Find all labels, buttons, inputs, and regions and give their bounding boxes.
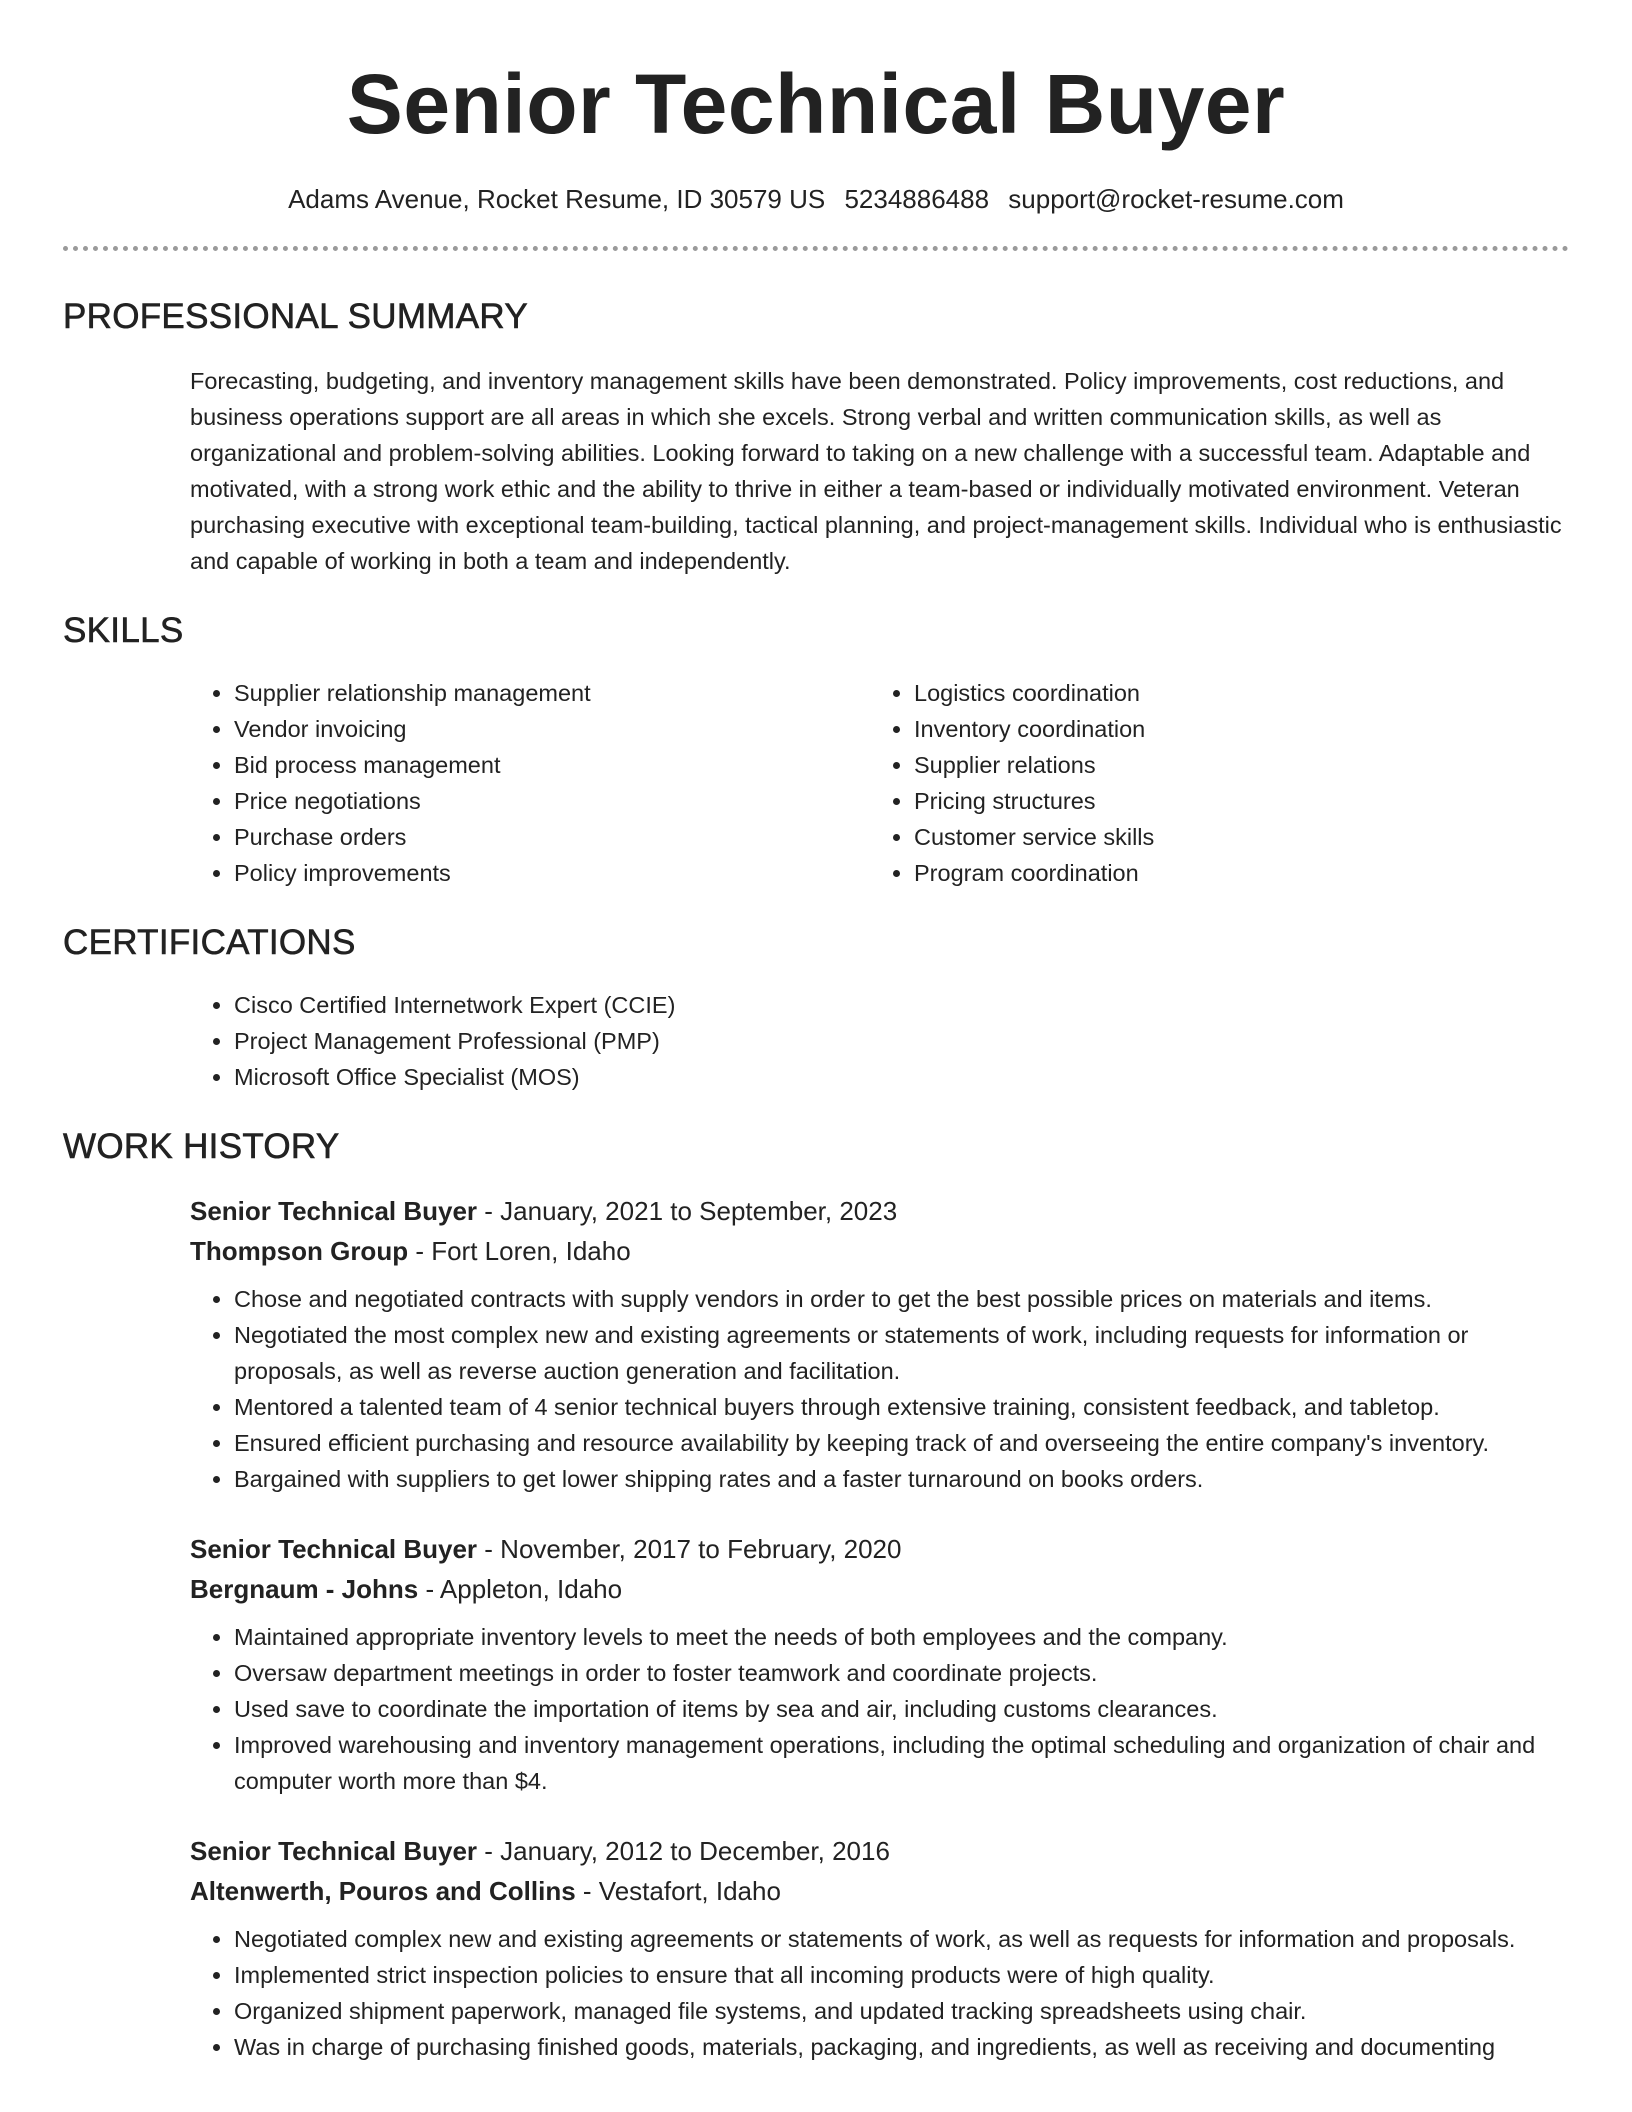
summary-text: Forecasting, budgeting, and inventory management skills have been demonstrated. Policy improvements, cost reductions, and business operations support are all areas in which she excels. Strong verbal and written communication skills, as well as organizational and problem-solving abilities. Looking forward to taking on a new challenge with a successful team. Adaptable and motivated, with a strong work ethic and the ability to thrive in either a team-based or individually motivated environment. Veteran purchasing executive with exceptional team-building, tactical planning, and project-management skills. Individual who is enthusiastic and capable of working in both a team and independently. (190, 368, 1562, 574)
resume-header (0, 0, 1632, 251)
job-entry (190, 1529, 1569, 1799)
job-dates: - January, 2012 to December, 2016 (477, 1836, 890, 1866)
job-dates: - November, 2017 to February, 2020 (477, 1534, 902, 1564)
work-history-section (63, 1125, 1569, 2065)
job-company-line (190, 1231, 1569, 1271)
summary-body (190, 363, 1569, 579)
skill-item: • Pricing structures (914, 783, 1550, 819)
job-company: Bergnaum - Johns (190, 1574, 419, 1604)
section-title-summary: PROFESSIONAL SUMMARY (63, 297, 528, 336)
skill-item: • Logistics coordination (914, 675, 1550, 711)
job-bullet: • Implemented strict inspection policies to ensure that all incoming products were of high quality. (234, 1957, 1569, 1993)
section-title-skills: SKILLS (63, 611, 184, 650)
skill-item: • Bid process management (234, 747, 870, 783)
job-bullet: • Maintained appropriate inventory levels to meet the needs of both employees and the company. (234, 1619, 1569, 1655)
job-role: Senior Technical Buyer (190, 1196, 478, 1226)
contact-phone: 5234886488 (844, 184, 990, 214)
job-role-line (190, 1191, 1569, 1231)
job-location: - Vestafort, Idaho (575, 1876, 781, 1906)
header-divider (63, 246, 1569, 251)
job-bullet: • Oversaw department meetings in order to foster teamwork and coordinate projects. (234, 1655, 1569, 1691)
skill-item: • Supplier relations (914, 747, 1550, 783)
job-role-line (190, 1831, 1569, 1871)
job-entry (190, 1831, 1569, 2065)
job-entry (190, 1191, 1569, 1497)
job-role-line (190, 1529, 1569, 1569)
job-location: - Appleton, Idaho (418, 1574, 623, 1604)
skill-item: • Program coordination (914, 855, 1550, 891)
skill-item: • Price negotiations (234, 783, 870, 819)
job-role: Senior Technical Buyer (190, 1534, 478, 1564)
skills-section (63, 609, 1569, 891)
skills-column-left (190, 675, 870, 891)
job-bullet: • Negotiated complex new and existing agreements or statements of work, as well as requests for information and proposals. (234, 1921, 1569, 1957)
skill-item: • Policy improvements (234, 855, 870, 891)
skills-column-right (870, 675, 1550, 891)
job-company-line (190, 1569, 1569, 1609)
job-dates: - January, 2021 to September, 2023 (477, 1196, 898, 1226)
job-bullet: • Used save to coordinate the importation of items by sea and air, including customs clearances. (234, 1691, 1569, 1727)
certifications-section (63, 921, 1569, 1095)
section-title-certifications: CERTIFICATIONS (63, 923, 356, 962)
job-company: Altenwerth, Pouros and Collins (190, 1876, 576, 1906)
job-role: Senior Technical Buyer (190, 1836, 478, 1866)
contact-email: support@rocket-resume.com (1008, 184, 1344, 214)
section-title-work-history: WORK HISTORY (63, 1127, 340, 1166)
contact-address: Adams Avenue, Rocket Resume, ID 30579 US (288, 184, 826, 214)
job-company: Thompson Group (190, 1236, 409, 1266)
skill-item: • Supplier relationship management (234, 675, 870, 711)
skill-item: • Inventory coordination (914, 711, 1550, 747)
job-bullet: • Was in charge of purchasing finished goods, materials, packaging, and ingredients, as well as receiving and documenting (234, 2029, 1569, 2065)
certification-item: • Cisco Certified Internetwork Expert (CCIE) (234, 987, 1569, 1023)
candidate-title: Senior Technical Buyer (346, 57, 1286, 151)
professional-summary-section (63, 295, 1569, 579)
job-bullet: • Bargained with suppliers to get lower shipping rates and a faster turnaround on books orders. (234, 1461, 1569, 1497)
job-bullet: • Mentored a talented team of 4 senior technical buyers through extensive training, consistent feedback, and tabletop. (234, 1389, 1569, 1425)
contact-line (0, 182, 1632, 216)
skill-item: • Customer service skills (914, 819, 1550, 855)
certification-item: • Microsoft Office Specialist (MOS) (234, 1059, 1569, 1095)
skills-grid (190, 675, 1569, 891)
certifications-body (190, 987, 1569, 1095)
skill-item: • Purchase orders (234, 819, 870, 855)
job-bullet: • Organized shipment paperwork, managed file systems, and updated tracking spreadsheets using chair. (234, 1993, 1569, 2029)
job-bullet: • Ensured efficient purchasing and resource availability by keeping track of and overseeing the entire company's inventory. (234, 1425, 1569, 1461)
job-company-line (190, 1871, 1569, 1911)
job-bullet: • Negotiated the most complex new and existing agreements or statements of work, including requests for information or proposals, as well as reverse auction generation and facilitation. (234, 1317, 1569, 1389)
job-bullet: • Improved warehousing and inventory management operations, including the optimal scheduling and organization of chair and computer worth more than $4. (234, 1727, 1569, 1799)
certification-item: • Project Management Professional (PMP) (234, 1023, 1569, 1059)
skill-item: • Vendor invoicing (234, 711, 870, 747)
job-bullet: • Chose and negotiated contracts with supply vendors in order to get the best possible prices on materials and items. (234, 1281, 1569, 1317)
job-location: - Fort Loren, Idaho (408, 1236, 631, 1266)
